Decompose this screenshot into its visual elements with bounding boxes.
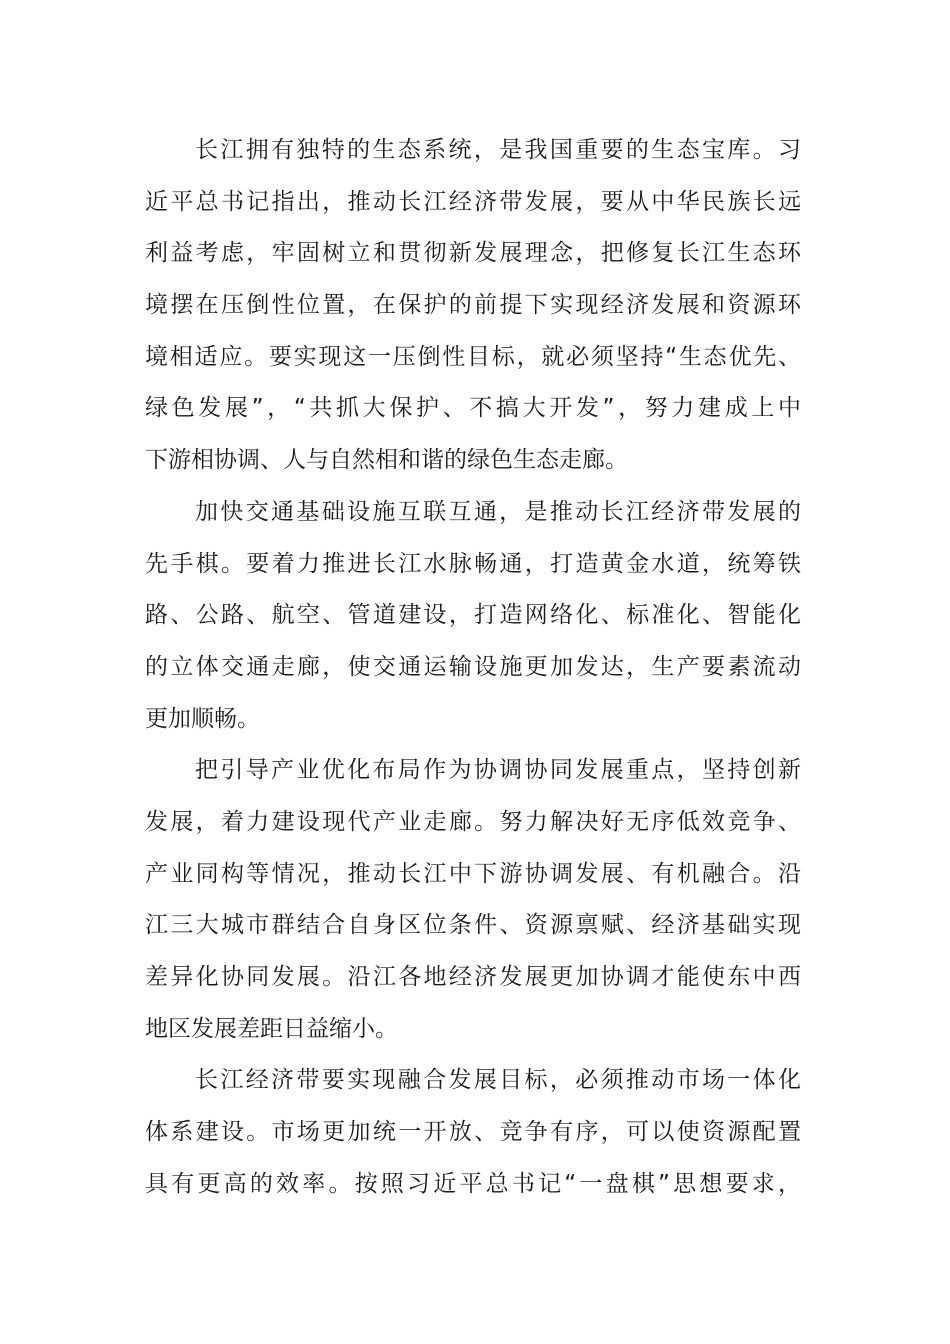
paragraph-line: 产业同构等情况，推动长江中下游协调发展、有机融合。沿: [145, 860, 801, 887]
paragraph-line: 发展，着力建设现代产业走廊。努力解决好无序低效竞争、: [145, 808, 801, 835]
paragraph-line: 差异化协同发展。沿江各地经济发展更加协调才能使东中西: [145, 964, 801, 990]
paragraph-line: 先手棋。要着力推进长江水脉畅通，打造黄金水道，统筹铁: [145, 550, 801, 577]
paragraph-line: 更加顺畅。: [145, 705, 260, 732]
paragraph-2: [145, 487, 801, 745]
paragraph-line: 下游相协调、人与自然相和谐的绿色生态走廊。: [145, 447, 628, 474]
paragraph-line: 境相适应。要实现这一压倒性目标，就必须坚持“生态优先、: [145, 343, 801, 370]
document-body: [145, 125, 801, 1210]
paragraph-line: 地区发展差距日益缩小。: [145, 1015, 398, 1042]
paragraph-line: 近平总书记指出，推动长江经济带发展，要从中华民族长远: [145, 188, 801, 215]
paragraph-line: 利益考虑，牢固树立和贯彻新发展理念，把修复长江生态环: [145, 240, 801, 267]
paragraph-1: [145, 125, 801, 487]
paragraph-4: [145, 1055, 801, 1210]
paragraph-line: 路、公路、航空、管道建设，打造网络化、标准化、智能化: [145, 602, 801, 629]
paragraph-3: [145, 745, 801, 1055]
paragraph-line: 体系建设。市场更加统一开放、竞争有序，可以使资源配置: [145, 1119, 801, 1146]
paragraph-line: 加快交通基础设施互联互通，是推动长江经济带发展的: [195, 498, 801, 525]
paragraph-line: 把引导产业优化布局作为协调协同发展重点，坚持创新: [195, 757, 801, 784]
paragraph-line: 的立体交通走廊，使交通运输设施更加发达，生产要素流动: [145, 653, 801, 680]
paragraph-line: 境摆在压倒性位置，在保护的前提下实现经济发展和资源环: [145, 292, 801, 319]
paragraph-line: 具有更高的效率。按照习近平总书记“一盘棋”思想要求，: [145, 1170, 801, 1197]
paragraph-line: 长江拥有独特的生态系统，是我国重要的生态宝库。习: [195, 137, 801, 163]
paragraph-line: 长江经济带要实现融合发展目标，必须推动市场一体化: [195, 1067, 801, 1094]
paragraph-line: 绿色发展”，“共抓大保护、不搞大开发”，努力建成上中: [145, 395, 801, 422]
paragraph-line: 江三大城市群结合自身区位条件、资源禀赋、经济基础实现: [145, 912, 801, 939]
